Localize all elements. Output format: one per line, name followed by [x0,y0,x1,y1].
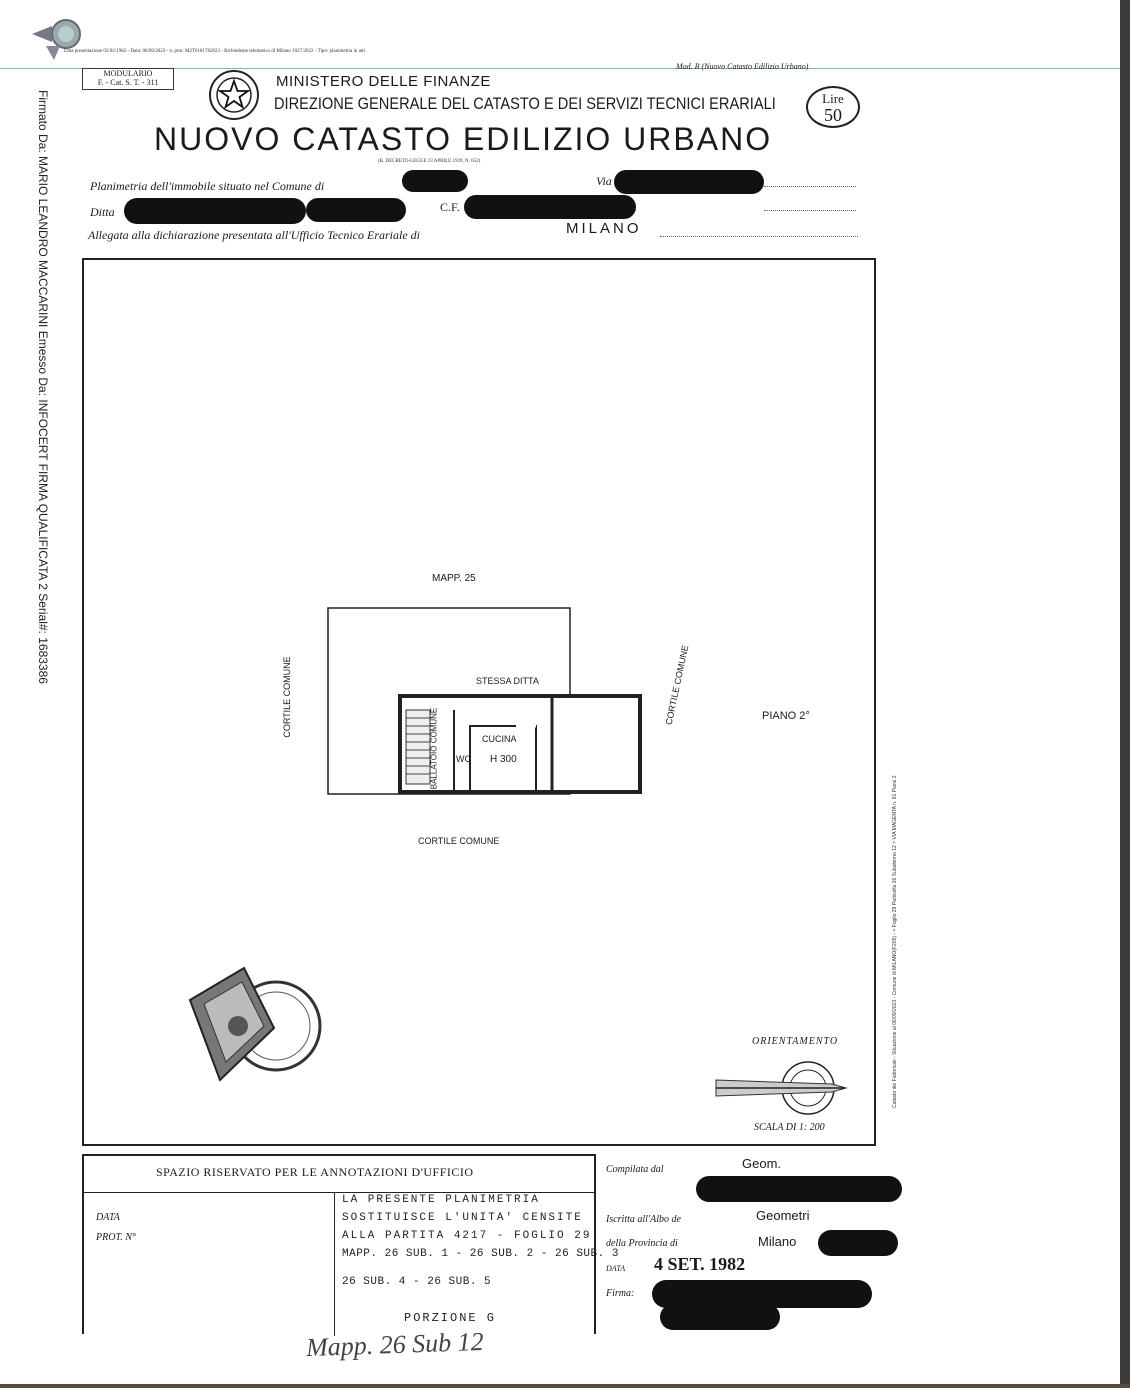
firma-label: Firma: [606,1288,635,1299]
redacted-number [818,1230,898,1256]
lire-value: 50 [824,105,842,125]
lire-label: Lire [822,91,844,106]
cucina-label: CUCINA [482,734,517,744]
reserved-column-divider [334,1192,335,1336]
north-arrow-icon [712,1058,852,1120]
dotted-line [764,186,856,187]
top-stamp-line: Data presentazione 02/02/1982 - Data: 06/09/2023 - n. prot. M2T0181782023 - Richiedente telematico di Milano 1027/2022 - Tipo: planimetria in atti [64,49,366,54]
dotted-line [764,210,856,211]
allegata-label: Allegata alla dichiarazione presentata all'Ufficio Tecnico Erariale di [88,228,420,242]
handwritten-note: Mapp. 26 Sub 12 [305,1326,485,1363]
catasto-vertical-stamp: Catasto dei Fabbricati - Situazione al 06/09/2023 - Comune di MILANO(F205) - < Foglio 29 Particella 26 Subalterno 12 > VIA MAGENTA n. 91 Piano 2 [892,775,898,1108]
provincia-label: della Provincia di [606,1238,678,1249]
viewer-bottom-edge [0,1384,1130,1388]
note-line-1: LA PRESENTE PLANIMETRIA [342,1194,540,1206]
cf-label: C.F. [440,200,460,214]
model-reference: Mod. B (Nuovo Catasto Edilizio Urbano) [676,62,809,71]
scale-label: SCALA DI 1: 200 [754,1122,825,1133]
reserved-divider [84,1192,594,1193]
modulario-label: MODULARIO [103,69,153,78]
state-emblem-icon [206,68,262,122]
modulario-box [82,68,174,90]
redacted-comune [402,170,468,192]
lire-stamp [806,86,860,128]
ministry-name: MINISTERO DELLE FINANZE [276,73,491,90]
piano-label: PIANO 2° [762,710,810,722]
provincia-value: Milano [758,1234,797,1249]
direction-name: DIREZIONE GENERALE DEL CATASTO E DEI SERVIZI TECNICI ERARIALI [274,94,776,113]
note-line-3: ALLA PARTITA 4217 - FOGLIO 29 [342,1230,592,1242]
porzione-label: PORZIONE G [404,1311,497,1325]
note-line-4: MAPP. 26 SUB. 1 - 26 SUB. 2 - 26 SUB. 3 [342,1248,619,1260]
orientamento-label: ORIENTAMENTO [752,1036,839,1047]
reserved-annotations-box [82,1154,596,1334]
reserved-title: SPAZIO RISERVATO PER LE ANNOTAZIONI D'UFFICIO [156,1165,474,1179]
data-label: DATA [96,1212,120,1223]
cortile-comune-right: CORTILE COMUNE [663,644,691,726]
stessa-ditta-label: STESSA DITTA [476,676,539,686]
cortile-comune-bottom: CORTILE COMUNE [418,836,500,846]
redacted-signature-2 [660,1304,780,1330]
modulario-code: F. - Cat. S. T. - 311 [97,78,159,87]
prot-label: PROT. N° [96,1232,136,1243]
redacted-via [614,170,764,194]
planimetria-label: Planimetria dell'immobile situato nel Comune di [90,179,325,193]
dotted-line [660,236,858,237]
official-stamp-icon [184,964,334,1088]
redacted-ditta-2 [306,198,406,222]
floor-plan-drawing [320,600,650,800]
ballatoio-label: BALLATOIO COMUNE [429,707,439,790]
redacted-compiler [696,1176,902,1202]
redacted-cf [464,195,636,219]
data2-value: 4 SET. 1982 [654,1254,746,1274]
wc-label: WC [456,754,471,764]
law-reference: (R. DECRETO-LEGGE 13 APRILE 1939, N. 652) [378,159,481,164]
ditta-label: Ditta [90,205,115,219]
data2-label: DATA [606,1264,626,1273]
ufficio-value: MILANO [566,220,642,237]
compilata-label: Compilata dal [606,1164,664,1175]
cortile-comune-left: CORTILE COMUNE [282,656,292,738]
iscritta-label: Iscritta all'Albo de [606,1214,681,1225]
compilata-value: Geom. [742,1156,782,1171]
redacted-ditta [124,198,306,224]
document-title: NUOVO CATASTO EDILIZIO URBANO [154,121,773,157]
note-line-2: SOSTITUISCE L'UNITA' CENSITE [342,1212,583,1224]
via-label: Via [596,174,612,188]
digital-signature-text: Firmato Da: MARIO LEANDRO MACCARINI Emesso Da: INFOCERT FIRMA QUALIFICATA 2 Serial#: 1683386 [36,90,50,684]
room-height-label: H 300 [490,754,517,765]
mapp-25-label: MAPP. 25 [432,573,476,584]
iscritta-value: Geometri [756,1208,810,1223]
note-line-5: 26 SUB. 4 - 26 SUB. 5 [342,1276,492,1288]
